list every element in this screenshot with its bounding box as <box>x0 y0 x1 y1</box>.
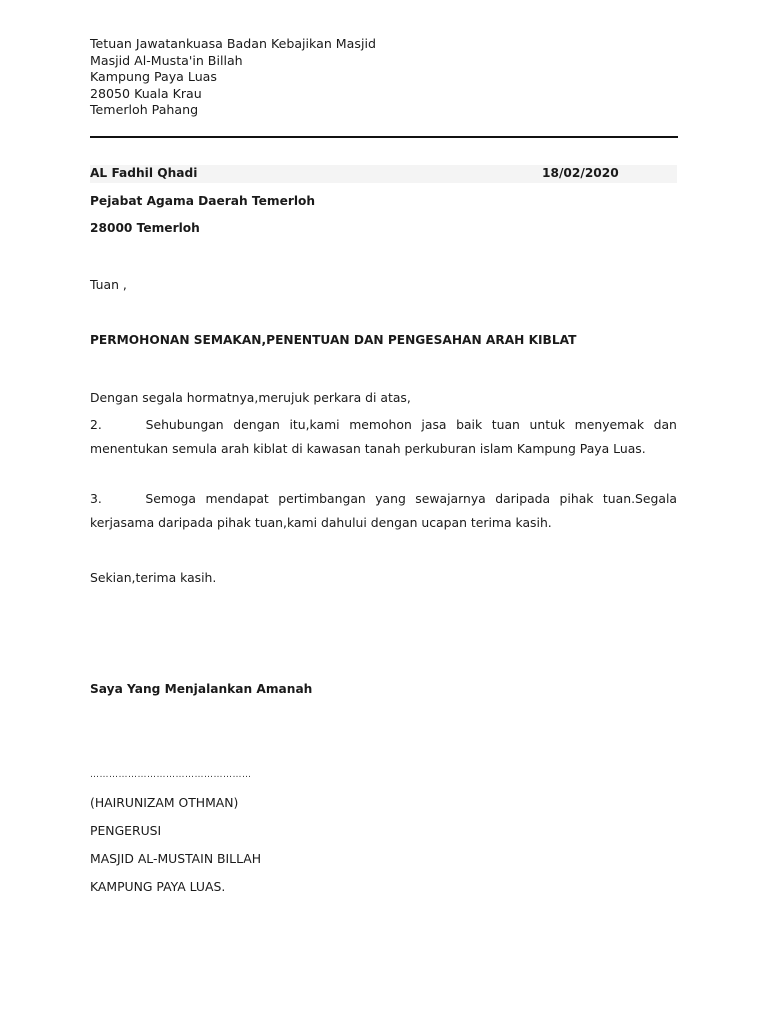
paragraph-3-line-1 <box>90 487 677 511</box>
signatory-organisation: MASJID AL-MUSTAIN BILLAH <box>90 851 262 866</box>
recipient-name: AL Fadhil Qhadi <box>90 166 198 180</box>
word: jasa <box>421 417 447 432</box>
word: baik <box>456 417 483 432</box>
subject-line: PERMOHONAN SEMAKAN,PENENTUAN DAN PENGESAHAN ARAH KIBLAT <box>90 333 577 347</box>
paragraph-3-line-2: kerjasama daripada pihak tuan,kami dahului dengan ucapan terima kasih. <box>90 515 552 530</box>
sender-line-5: Temerloh Pahang <box>90 102 199 117</box>
word: Sehubungan <box>145 417 224 432</box>
word: memohon <box>349 417 412 432</box>
word: dan <box>653 417 677 432</box>
signoff-phrase: Saya Yang Menjalankan Amanah <box>90 682 313 696</box>
letter-date: 18/02/2020 <box>542 166 619 180</box>
word: pihak <box>559 491 594 506</box>
signatory-title: PENGERUSI <box>90 823 162 838</box>
word: sewajarnya <box>415 491 486 506</box>
header-divider <box>90 136 678 138</box>
paragraph-number: 3. <box>90 491 102 506</box>
sender-line-4: 28050 Kuala Krau <box>90 85 202 101</box>
word: Semoga <box>145 491 197 506</box>
sender-line-2: Masjid Al-Musta'in Billah <box>90 52 243 68</box>
paragraph-2 <box>90 413 677 461</box>
signature-dotted-line: …………………………………………… <box>90 770 252 780</box>
signatory-place: KAMPUNG PAYA LUAS. <box>90 879 226 894</box>
recipient-office: Pejabat Agama Daerah Temerloh <box>90 194 316 208</box>
paragraph-2-line-2: menentukan semula arah kiblat di kawasan tanah perkuburan islam Kampung Paya Luas. <box>90 441 646 456</box>
word: dengan <box>233 417 280 432</box>
opening-paragraph: Dengan segala hormatnya,merujuk perkara di atas, <box>90 390 411 405</box>
paragraph-number: 2. <box>90 417 102 432</box>
signatory-name: (HAIRUNIZAM OTHMAN) <box>90 795 239 810</box>
closing-line: Sekian,terima kasih. <box>90 570 217 585</box>
word: mendapat <box>205 491 269 506</box>
recipient-postcode-city: 28000 Temerloh <box>90 221 200 235</box>
word: untuk <box>529 417 566 432</box>
word: tuan <box>491 417 520 432</box>
word: yang <box>375 491 406 506</box>
sender-line-3: Kampung Paya Luas <box>90 69 217 84</box>
word: menyemak <box>574 417 645 432</box>
recipient-row <box>90 165 677 183</box>
paragraph-2-line-1 <box>90 413 677 437</box>
sender-line-1: Tetuan Jawatankuasa Badan Kebajikan Masjid <box>90 36 376 51</box>
word: pertimbangan <box>278 491 366 506</box>
paragraph-3 <box>90 487 677 535</box>
word: itu,kami <box>289 417 340 432</box>
salutation: Tuan , <box>90 277 127 292</box>
word: daripada <box>495 491 551 506</box>
sender-address <box>90 36 376 119</box>
word: tuan.Segala <box>602 491 677 506</box>
